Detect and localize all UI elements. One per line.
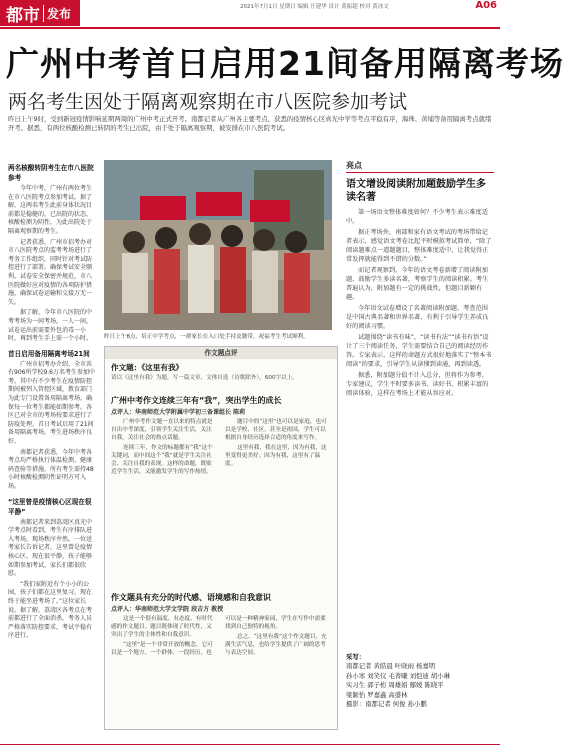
commentary-title: 广州中考作文连续三年有“我”，突出学生的成长: [111, 396, 282, 405]
exam-topic-label: 作文题：《这里有我》: [111, 363, 184, 372]
sidebar-body: [346, 208, 494, 650]
credits-label: 采写：: [346, 653, 366, 661]
sidebar-rule: [346, 172, 494, 173]
section-brand: [0, 0, 80, 26]
commentary-body: [111, 418, 331, 588]
paragraph: 南都记者来到荔湾区真光中学考点时看到，考生有序排队进入考场，现场秩序井然。一位送考家长告诉记者，这里曾是疫情核心区，现在很平静，孩子能够如期参加考试，家长们都很欣慰。: [8, 518, 93, 578]
paragraph: 这里有我，我在这里，因为有我，这里变得更美好；因为有我，这里有了温度。: [225, 445, 327, 467]
news-photo: [104, 160, 332, 330]
paragraph: 题目中的“这里”也可以是家庭，也可以是学校、社区，甚至是祖国，学生可以根据自身经历选择合适的角度来写作。: [225, 419, 327, 441]
paragraph: 据了解，今年市八医院的中考考场为一间考场，一人一间，试卷运出前需要外包消毒一小时，再到考生手上需一个小时。: [8, 309, 93, 343]
credits: 南都记者 黄皓晨 叶晓雨 杨嘉明 孙小寒 刘笑仪 毛菁曦 刘恺迪 胡小琳 实习生 郭子桁 周雄娟 鄢媛 陈晓平 梁颖怡 罗嘉鑫 高盛林 摄影：南都记者 何俊 孙小鹏: [346, 662, 450, 708]
paragraph: 今年语文试卷增设了名著阅读附加题，考查范围是中国古典名著和世界名著，有利于引导学生养成良好的阅读习惯。: [346, 305, 489, 330]
section-title: “这里曾是疫情核心区现在很平静”: [8, 497, 92, 516]
exam-box-header: 作文题点评: [105, 347, 337, 359]
paragraph: 今年中考，广州有两位考生在市八医院考点参加考试。据了解，这两名考生此前身体状况目前都是稳健的，已出院的状态，核酸检测为阴性，为此出院处于隔离观察期的考生。: [8, 185, 93, 235]
headline: 广州中考首日启用21间备用隔离考场: [6, 44, 564, 83]
paragraph: 而记者观察到，今年的语文考卷新增了阅读附加题，鼓励学生多读名著，考察学生的阅读积累。考生普遍认为，附加题有一定的挑战性，但题目新颖有趣。: [346, 267, 489, 301]
photo-illustration: [104, 160, 332, 330]
paragraph: 据悉，附加题分值不计入总分，但将作为参考。专家建议，学生平时要多读书、读好书，积累丰富的阅读体验，这样在考场上才能从容应对。: [346, 372, 489, 397]
paragraph: 这是一个很有温度、有态度、有时代感的作文题目。题目既体现了时代性，又突出了学生的主体性和自我意识。: [111, 616, 213, 638]
page-number: A06: [475, 0, 497, 11]
masthead-rule: [0, 27, 500, 29]
paragraph: “我们家附近有个小小的公园，孩子们都在这里复习，现在终于能坐进考场了。”这位家长说。据了解，荔湾区各考点在考前都进行了全面消杀，考务人员严格落实防控要求，考试平稳有序进行。: [8, 580, 93, 640]
photo-caption: 昨日上午8点，培正中学考点，一群家长在入口处手持皮腰带，祝福考生考试顺利。: [104, 334, 309, 340]
dateline: 2021年7月1日 星期日 编辑 汪建华 设计 黄振超 校对 黄冰文: [240, 4, 389, 10]
commentary-body: [111, 615, 331, 725]
commentary-author: 点评人：华南师范大学附属中学初三备课组长 陈莉: [111, 409, 246, 416]
commentary-title: 作文题具有充分的时代感、语境感和自我意识: [111, 593, 271, 602]
paragraph: “这里”是一个非常开放的概念，它可以是一个地方、一个群体、一段经历，也可以是一种精神家园，学生在写作中需要找到自己独特的视角。: [111, 616, 326, 656]
paragraph: 第一场语文整体难度如何？不少考生表示难度适中。: [346, 209, 488, 225]
paragraph: 记者获悉，广州市招考办对市八医院考点的监考考场进行了考务工作组织，同时针对考试防控进行了部署。确保考试安全顺利，试卷安全保密并规范，市八医院做好应对疫情的各项防护措施，确保试卷运输和交接万无一失。: [8, 238, 93, 306]
paragraph: 广州中考作文题一直以来的特点就是自出中考深度，引领学生关注生活，关注自我，关注社会的热点话题。: [111, 419, 213, 441]
paragraph: 据正考场外，南部和家有语文考试的考场带给记者表示，感觉语文考卷比起平时模拟考试简单，“除了阅读题难点一道题题目，整体难度适中，让我觉得正常发挥就能得到不错的分数。”: [346, 229, 492, 263]
section-title: 两名核酸转阴考生在市八医院参考: [8, 164, 94, 182]
exam-commentary-box: [104, 346, 338, 730]
sidebar-kicker: 亮点: [346, 161, 362, 170]
paragraph: 广州市招考办介绍，全市共有906所学校9.6万名考生参加中考。其中有不少考生在疫情防控期间被列入管控区域，教育部门为此专门设置备用隔离考场，确保每一位考生都能如期参考。各区已对全市的考场按要求进行了防疫处理，首日考试启用了21间备用隔离考场，考生进场秩序良好。: [8, 360, 95, 446]
sidebar-title: 语文增设阅读附加题鼓励学生多读名著: [346, 179, 486, 203]
brand-name: 都市: [6, 5, 40, 26]
paragraph: 连续三年，作文的标题都有“我”这个关键词，而中间这个“我”就是学生关注社会、关注自我的表现。这样的命题，既贴近学生生活，又能激发学生的写作热情。: [111, 445, 213, 475]
paragraph: 试题围绕“读书有味”，“读书有法”“读书有悟”设计了三个阅读任务，学生需要结合自己的阅读经历作答。专家表示，这样的命题方式很好地落实了“整本书阅读”的要求，引导学生从读懂到读通，再到读透。: [346, 334, 492, 368]
commentary-author: 点评人：华南师范大学文学院 段吉方 教授: [111, 606, 224, 613]
subheadline: 两名考生因处于隔离观察期在市八医院参加考试: [8, 91, 408, 113]
section-title: 首日启用备用隔离考场21间: [8, 349, 90, 358]
paragraph: 南都记者获悉，今年中考各考点均严格执行体温检测、健康码查验等措施，所有考生需持48小时核酸检测阴性证明方可入场。: [8, 448, 94, 490]
lead-paragraph: 昨日上午9时，受到新冠疫情影响延期两周的广州中考正式开考。南都记者从广州各主要考点，获悉的疫情核心区真光中学等考点平稳有序，海珠、黄埔等备用隔离考点就绪开考。据悉，有两位核酸检测已转阴的考生已出院，由于处于隔离观察期，被安排在市八医院考试。: [8, 115, 492, 132]
brand-sub: 发布: [43, 5, 71, 22]
page-bottom-rule: [0, 744, 500, 745]
left-column: [8, 158, 96, 718]
paragraph: 总之，“这里有我”这个作文题目，充满生活气息，也给学生提供了广阔的思考与表达空间。: [225, 634, 327, 656]
exam-prompt: 请以《这里有我》为题，写一篇文章，文体自选（诗歌除外），600字以上。: [111, 375, 298, 381]
